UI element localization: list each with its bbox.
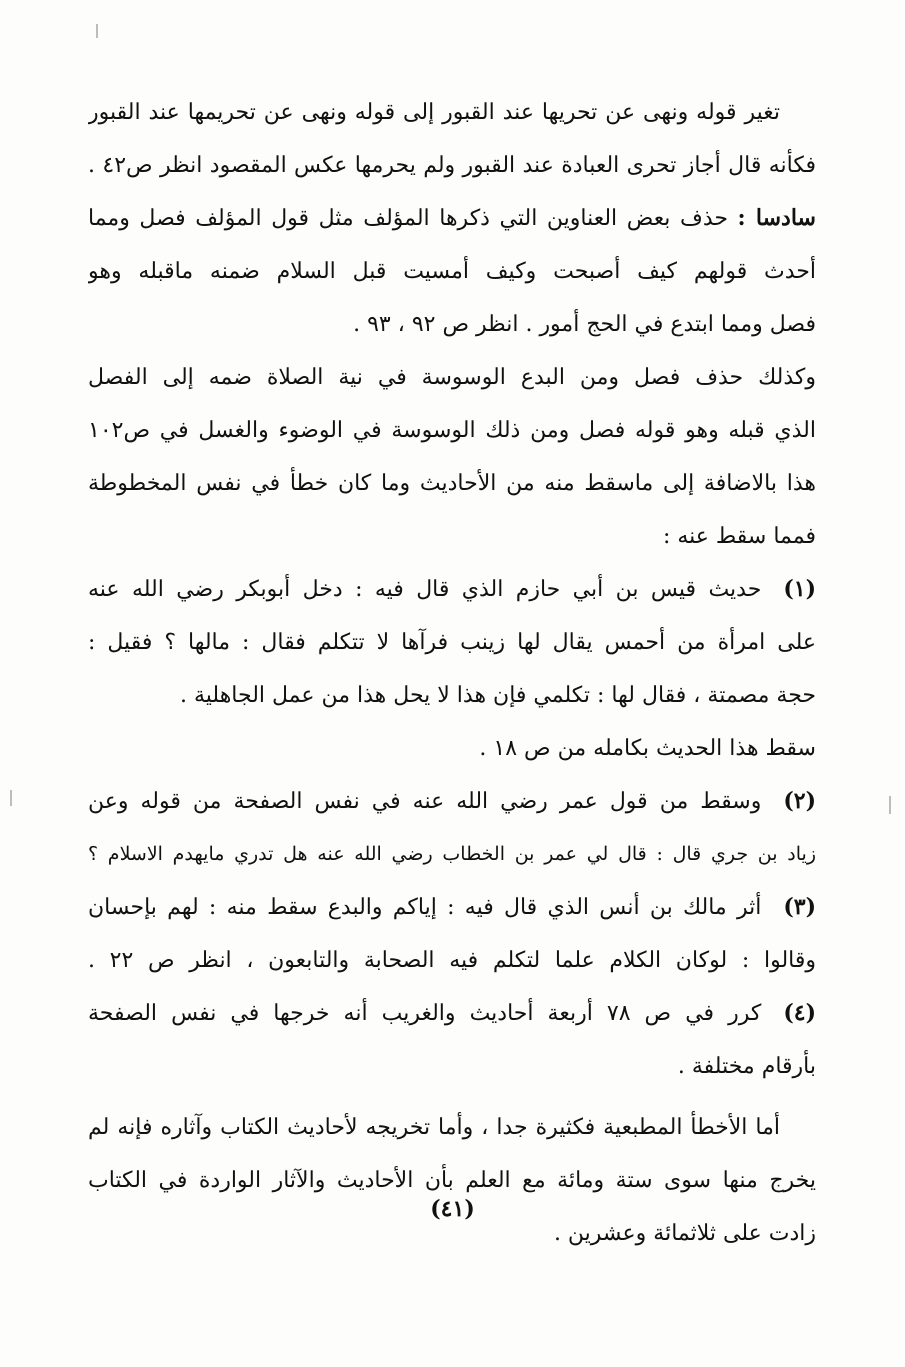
- scan-edge-mark-left: [10, 790, 12, 806]
- list-item-2-text: وسقط من قول عمر رضي الله عنه في نفس الصفحة من قوله وعن: [88, 789, 762, 814]
- list-item-1-text: حديث قيس بن أبي حازم الذي قال فيه : دخل أبوبكر رضي الله عنه: [88, 577, 762, 602]
- list-item-1: [88, 563, 816, 616]
- text-line-4: أحدث قولهم كيف أصبحت وكيف أمسيت قبل السلام ضمنه ماقبله وهو: [88, 259, 816, 284]
- item-number-2: (٢): [783, 788, 816, 814]
- text-line-3: [88, 192, 816, 245]
- text-line-13: سقط هذا الحديث بكامله من ص ١٨ .: [479, 736, 816, 761]
- text-line-2: فكأنه قال أجاز تحرى العبادة عند القبور ولم يحرمها عكس المقصود انظر ص٤٢ .: [88, 153, 816, 178]
- page-number: (٤١): [430, 1196, 475, 1222]
- text-line-21: يخرج منها سوى ستة ومائة مع العلم بأن الأحاديث والآثار الواردة في الكتاب: [88, 1168, 816, 1193]
- text-line-11: على امرأة من أحمس يقال لها زينب فرآها لا تتكلم فقال : مالها ؟ فقيل :: [88, 630, 816, 655]
- item-number-4: (٤): [783, 1000, 816, 1026]
- list-item-3-text: أثر مالك بن أنس الذي قال فيه : إياكم والبدع سقط منه : لهم بإحسان: [88, 895, 762, 920]
- list-item-2: [88, 775, 816, 828]
- item-number-1: (١): [783, 576, 816, 602]
- section-heading-sixth: سادسا :: [737, 205, 816, 231]
- text-line-15: زياد بن جري قال : قال لي عمر بن الخطاب رضي الله عنه هل تدري مايهدم الاسلام ؟: [88, 843, 816, 865]
- text-line-3-content: حذف بعض العناوين التي ذكرها المؤلف مثل قول المؤلف فصل ومما: [88, 206, 728, 231]
- list-item-3: [88, 881, 816, 934]
- text-line-7: الذي قبله وهو قوله فصل ومن ذلك الوسوسة في الوضوء والغسل في ص١٠٢: [88, 418, 816, 443]
- text-line-22: زادت على ثلاثمائة وعشرين .: [553, 1221, 816, 1246]
- text-line-8: هذا بالاضافة إلى ماسقط منه من الأحاديث وما كان خطأ في نفس المخطوطة: [88, 471, 816, 496]
- text-line-20: أما الأخطأ المطبعية فكثيرة جدا ، وأما تخريجه لأحاديث الكتاب وآثاره فإنه لم: [88, 1115, 780, 1140]
- list-item-4: [88, 987, 816, 1040]
- scan-edge-mark-top: [96, 24, 98, 38]
- text-line-5: فصل ومما ابتدع في الحج أمور . انظر ص ٩٢ ، ٩٣ .: [353, 312, 816, 337]
- text-line-12: حجة مصمتة ، فقال لها : تكلمي فإن هذا لا يحل هذا من عمل الجاهلية .: [179, 683, 816, 708]
- text-line-1: تغير قوله ونهى عن تحريها عند القبور إلى قوله ونهى عن تحريمها عند القبور: [88, 100, 780, 125]
- text-line-19: بأرقام مختلفة .: [677, 1054, 816, 1079]
- text-line-6: وكذلك حذف فصل ومن البدع الوسوسة في نية الصلاة ضمه إلى الفصل: [88, 365, 816, 390]
- text-line-9: فمما سقط عنه :: [662, 524, 816, 549]
- paragraph-spacer: [88, 1093, 816, 1101]
- body-text: [88, 86, 816, 1260]
- list-item-4-text: كرر في ص ٧٨ أربعة أحاديث والغريب أنه خرجها في نفس الصفحة: [88, 1001, 762, 1026]
- item-number-3: (٣): [783, 894, 816, 920]
- text-line-17: وقالوا : لوكان الكلام علما لتكلم فيه الصحابة والتابعون ، انظر ص ٢٢ .: [88, 948, 816, 973]
- scan-edge-mark-right: [889, 796, 891, 814]
